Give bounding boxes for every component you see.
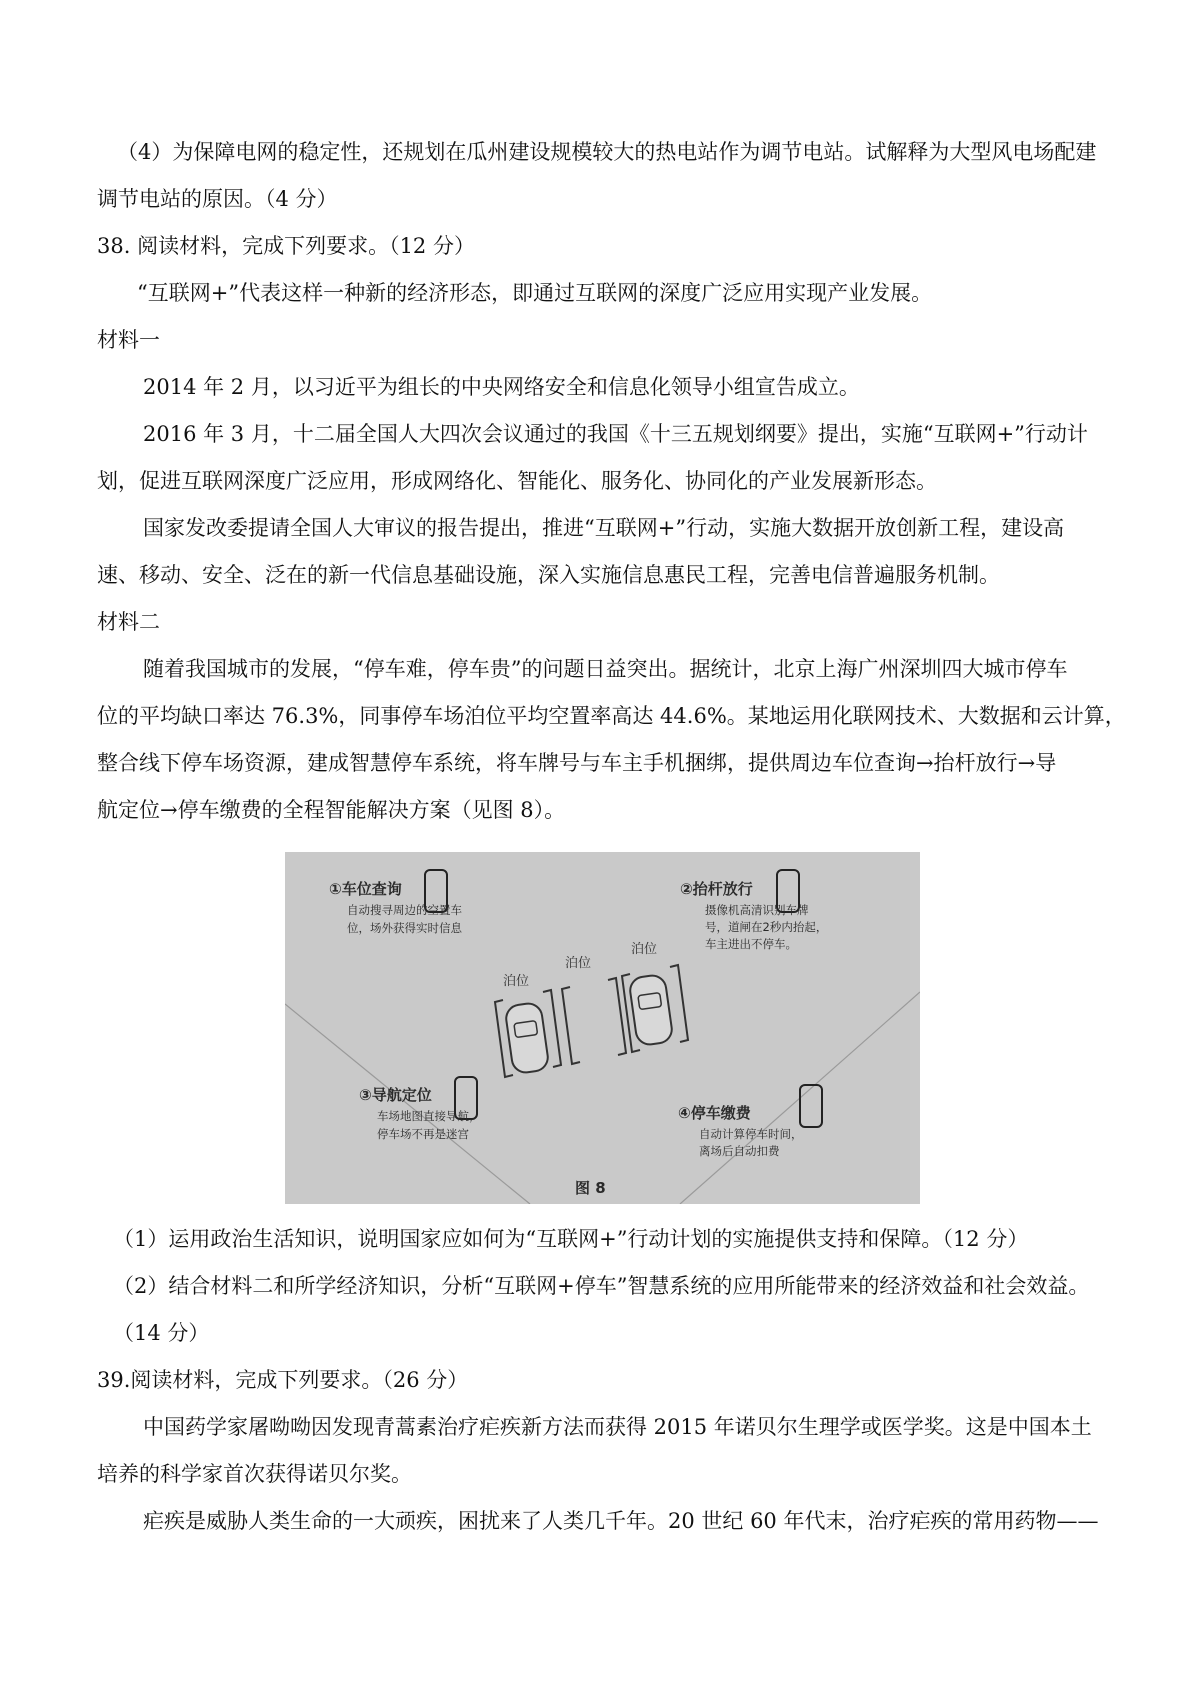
question-38-heading: 38. 阅读材料，完成下列要求。（12 分）	[97, 234, 475, 258]
slot-label-right: 泊位	[631, 942, 658, 957]
paragraph-m2-line1: 随着我国城市的发展，“停车难，停车贵”的问题日益突出。据统计，北京上海广州深圳四大城市停车	[143, 657, 1068, 681]
paragraph-intro: “互联网+”代表这样一种新的经济形态，即通过互联网的深度广泛应用实现产业发展。	[137, 281, 933, 305]
paragraph-39-a-line2: 培养的科学家首次获得诺贝尔奖。	[97, 1462, 412, 1486]
question-39-heading: 39.阅读材料，完成下列要求。（26 分）	[97, 1368, 469, 1392]
paragraph-m1-b-line2: 划，促进互联网深度广泛应用，形成网络化、智能化、服务化、协同化的产业发展新形态。	[97, 469, 937, 493]
car-icon	[504, 974, 673, 1074]
step4-title: ④停车缴费	[678, 1104, 751, 1122]
question-1: （1）运用政治生活知识，说明国家应如何为“互联网+”行动计划的实施提供支持和保障。（12 分）	[113, 1227, 1029, 1251]
step1-title: ①车位查询	[329, 880, 402, 898]
step2-title: ②抬杆放行	[680, 880, 753, 898]
figure-caption: 图 8	[575, 1179, 606, 1197]
paragraph-q4-line2: 调节电站的原因。（4 分）	[97, 187, 338, 211]
step3-desc-1: 车场地图直接导航，	[377, 1109, 481, 1123]
step2-desc-1: 摄像机高清识别车牌	[705, 903, 809, 917]
step2-desc-3: 车主进出不停车。	[705, 937, 797, 951]
paragraph-m1-a: 2014 年 2 月，以习近平为组长的中央网络安全和信息化领导小组宣告成立。	[143, 375, 860, 399]
step3-desc-2: 停车场不再是迷宫	[377, 1127, 469, 1141]
slot-label-mid: 泊位	[565, 956, 592, 971]
step4-desc-1: 自动计算停车时间，	[699, 1127, 803, 1141]
paragraph-m1-c-line2: 速、移动、安全、泛在的新一代信息基础设施，深入实施信息惠民工程，完善电信普遍服务机制。	[97, 563, 1000, 587]
paragraph-q4-line1: （4）为保障电网的稳定性，还规划在瓜州建设规模较大的热电站作为调节电站。试解释为大型风电场配建	[117, 140, 1097, 164]
step3-title: ③导航定位	[359, 1086, 432, 1104]
figure-8	[285, 852, 920, 1204]
paragraph-m2-line2: 位的平均缺口率达 76.3%，同事停车场泊位平均空置率高达 44.6%。某地运用化联网技术、大数据和云计算，	[97, 704, 1126, 728]
material-one-label: 材料一	[97, 328, 160, 352]
paragraph-m2-line3: 整合线下停车场资源，建成智慧停车系统，将车牌号与车主手机捆绑，提供周边车位查询→抬杆放行→导	[97, 751, 1057, 775]
paragraph-m1-b-line1: 2016 年 3 月，十二届全国人大四次会议通过的我国《十三五规划纲要》提出，实施“互联网+”行动计	[143, 422, 1088, 446]
question-2-line2: （14 分）	[113, 1321, 210, 1345]
step1-desc-2: 位，场外获得实时信息	[347, 921, 462, 935]
question-2-line1: （2）结合材料二和所学经济知识，分析“互联网+停车”智慧系统的应用所能带来的经济效益和社会效益。	[113, 1274, 1090, 1298]
paragraph-39-a-line1: 中国药学家屠呦呦因发现青蒿素治疗疟疾新方法而获得 2015 年诺贝尔生理学或医学奖。这是中国本土	[143, 1415, 1092, 1439]
step2-desc-2: 号，道闸在2秒内抬起，	[705, 920, 828, 934]
paragraph-m1-c-line1: 国家发改委提请全国人大审议的报告提出，推进“互联网+”行动，实施大数据开放创新工程，建设高	[143, 516, 1065, 540]
paragraph-39-b-line1: 疟疾是威胁人类生命的一大顽疾，困扰来了人类几千年。20 世纪 60 年代末，治疗疟疾的常用药物——	[143, 1509, 1099, 1533]
step1-desc-1: 自动搜寻周边的空置车	[347, 903, 462, 917]
material-two-label: 材料二	[97, 610, 160, 634]
paragraph-m2-line4: 航定位→停车缴费的全程智能解决方案（见图 8）。	[97, 798, 566, 822]
step4-desc-2: 离场后自动扣费	[699, 1144, 780, 1158]
slot-label-left: 泊位	[503, 974, 530, 989]
